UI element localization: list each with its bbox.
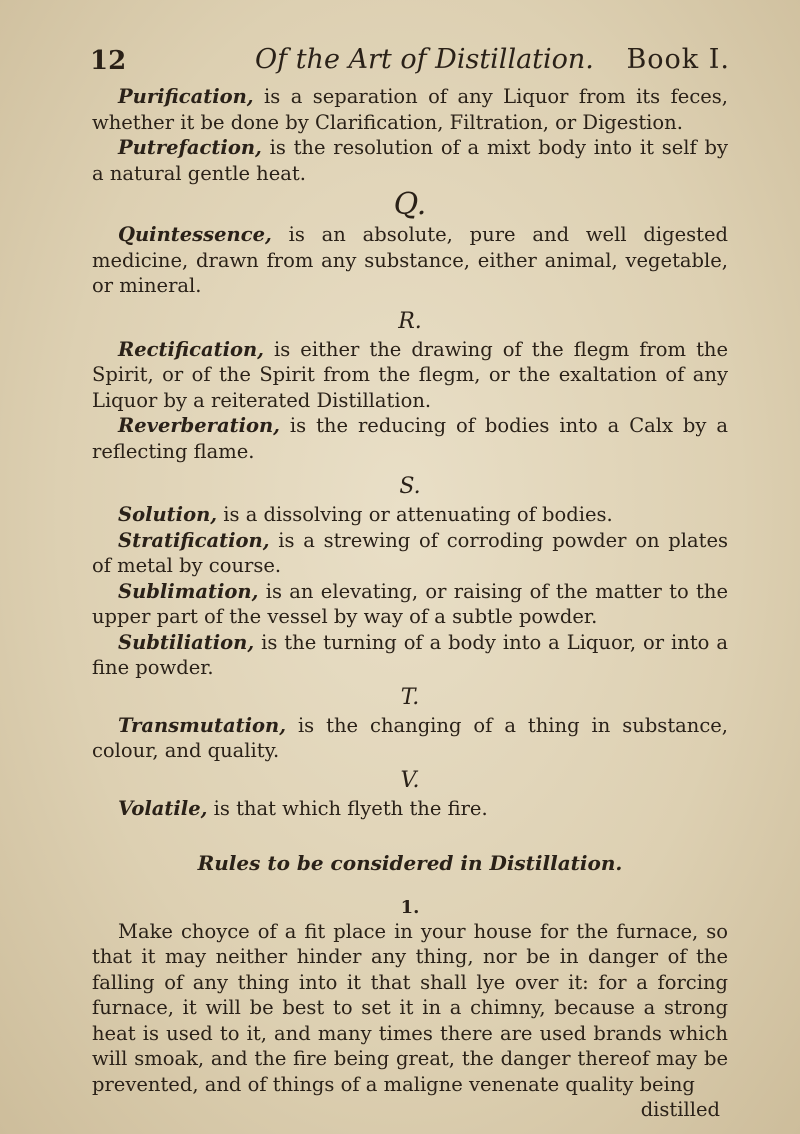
glossary-entry xyxy=(92,796,728,822)
glossary-entry xyxy=(92,630,728,681)
book-label: Book I. xyxy=(626,44,730,75)
entry-definition: is a strewing of corroding powder on plates of metal by course. xyxy=(92,528,728,577)
glossary-entry xyxy=(92,222,728,299)
running-header xyxy=(90,40,730,90)
page-body xyxy=(92,84,728,1123)
glossary-entry xyxy=(92,84,728,135)
entry-term: Rectification, xyxy=(118,337,264,361)
running-title: Of the Art of Distillation. xyxy=(255,44,594,75)
glossary-entry xyxy=(92,713,728,764)
entry-term: Reverberation, xyxy=(118,414,280,437)
entry-definition: is an elevating, or raising of the matter to the upper part of the vessel by way of a subtle powder. xyxy=(92,579,728,628)
entry-definition: is a dissolving or attenuating of bodies. xyxy=(217,503,613,526)
entry-definition: is the resolution of a mixt body into it self by a natural gentle heat. xyxy=(92,136,728,185)
entry-definition: is that which flyeth the fire. xyxy=(207,796,488,820)
rules-heading: Rules to be considered in Distillation. xyxy=(197,851,623,875)
section-letter-r: R. xyxy=(398,308,422,334)
glossary-entry xyxy=(92,579,728,630)
rule-text: Make choyce of a fit place in your house for the furnace, so that it may neither hinder any thing, nor be in danger of the falling of any thing into it that shall lye over it: for a forcing furnace, it will be best to set it in a chimny, because a strong heat is used to it, and many times there are used brands which will smoak, and the fire being great, the danger thereof may be prevented, and of things of a maligne venenate quality being xyxy=(92,919,728,1096)
section-letter-s: S. xyxy=(399,474,421,499)
entry-definition: is the changing of a thing in substance, colour, and quality. xyxy=(92,713,728,762)
rule-number: 1. xyxy=(400,896,420,918)
entry-term: Sublimation, xyxy=(118,579,259,603)
glossary-entry xyxy=(92,528,728,579)
catchword: distilled xyxy=(640,1098,720,1121)
glossary-entry xyxy=(92,413,728,464)
entry-term: Volatile, xyxy=(118,796,208,820)
glossary-entry xyxy=(92,135,728,186)
entry-definition: is a separation of any Liquor from its feces, whether it be done by Clarification, Filtration, or Digestion. xyxy=(92,85,728,134)
entry-definition: is either the drawing of the flegm from the Spirit, or of the Spirit from the flegm, or the exaltation of any Liquor by a reiterated Distillation. xyxy=(92,337,728,412)
entry-definition: is the turning of a body into a Liquor, or into a fine powder. xyxy=(92,630,728,679)
entry-definition: is an absolute, pure and well digested medicine, drawn from any substance, either animal, vegetable, or mineral. xyxy=(92,223,728,297)
section-letter-q: Q. xyxy=(393,187,427,222)
glossary-entry xyxy=(92,337,728,414)
entry-term: Putrefaction, xyxy=(118,136,262,159)
entry-term: Solution, xyxy=(118,503,218,526)
glossary-group-p xyxy=(92,84,728,186)
entry-term: Quintessence, xyxy=(118,223,272,246)
section-letter-v: V. xyxy=(400,767,420,793)
page-number: 12 xyxy=(90,46,127,76)
entry-definition: is the reducing of bodies into a Calx by a reflecting flame. xyxy=(92,414,728,463)
section-letter-t: T. xyxy=(400,684,420,710)
entry-term: Stratification, xyxy=(118,528,270,552)
entry-term: Subtiliation, xyxy=(118,630,255,654)
glossary-entry xyxy=(92,502,728,528)
entry-term: Purification, xyxy=(118,85,254,108)
entry-term: Transmutation, xyxy=(118,713,286,737)
